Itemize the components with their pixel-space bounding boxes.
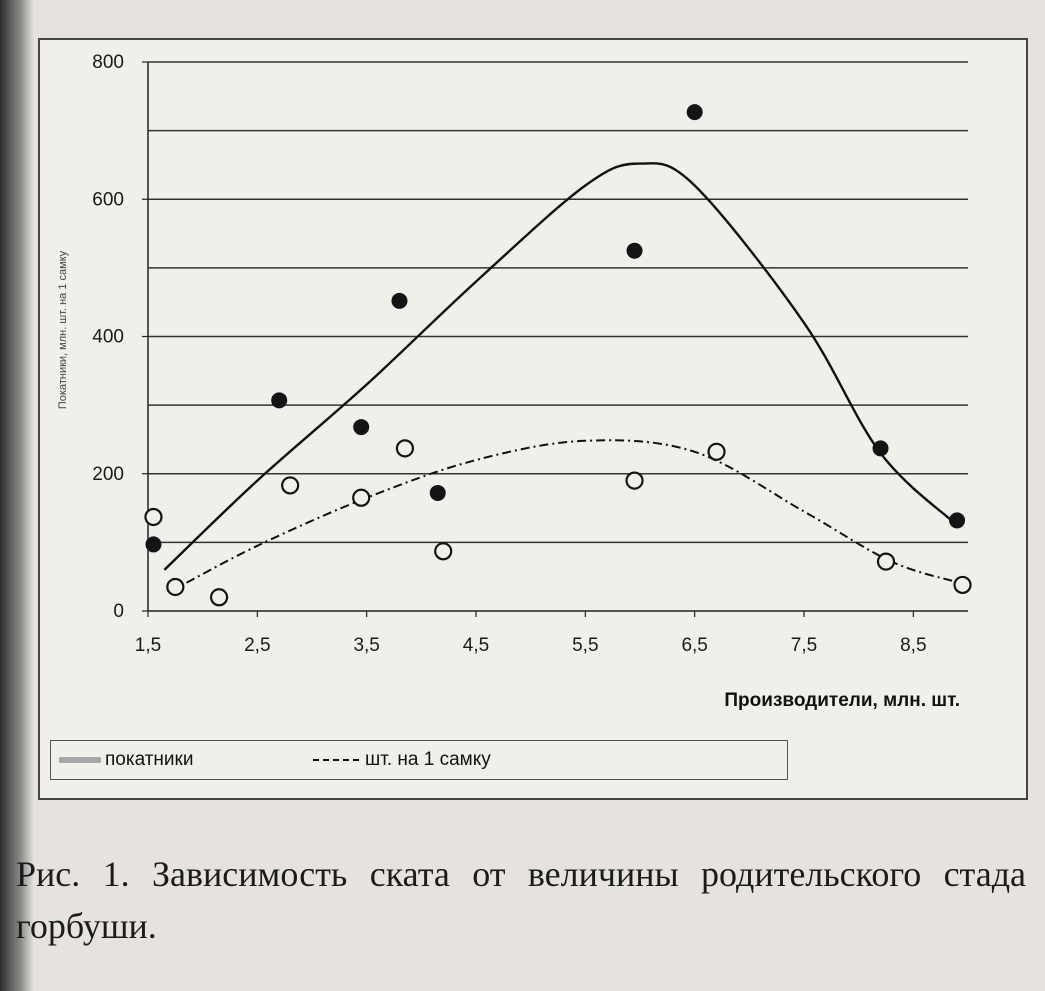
x-tick-label: 3,5	[353, 635, 380, 656]
x-tick-labels	[135, 611, 927, 656]
legend-swatch-dashdot	[313, 759, 359, 761]
open-point	[353, 490, 369, 506]
y-tick-label: 800	[92, 52, 124, 73]
open-point	[397, 440, 413, 456]
trend-lines	[164, 163, 962, 592]
open-point	[145, 509, 161, 525]
legend-item-series1	[59, 749, 193, 771]
open-point	[709, 444, 725, 460]
open-point	[211, 589, 227, 605]
filled-point	[430, 485, 446, 501]
x-tick-label: 5,5	[572, 635, 599, 656]
filled-point	[353, 419, 369, 435]
x-tick-label: 4,5	[462, 635, 490, 656]
grid-lines	[148, 62, 968, 542]
y-tick-label: 400	[92, 326, 124, 348]
y-axis-label: Покатники, млн. шт. на 1 самку	[57, 250, 69, 410]
open-point	[878, 554, 894, 570]
trend-line-series2	[170, 440, 963, 592]
filled-point	[271, 392, 287, 408]
open-point	[955, 577, 971, 593]
legend-swatch-solid	[59, 757, 101, 763]
legend	[50, 740, 788, 780]
open-point	[435, 543, 451, 559]
open-point	[282, 477, 298, 493]
x-tick-label: 6,5	[681, 635, 708, 656]
y-tick-labels	[92, 52, 148, 622]
figure-caption: Рис. 1. Зависимость ската от величины родительского стада горбуши.	[16, 854, 1026, 946]
legend-label-series1: покатники	[105, 749, 194, 770]
y-tick-label: 600	[92, 189, 124, 211]
y-tick-label: 200	[92, 463, 124, 485]
x-tick-label: 7,5	[790, 635, 818, 656]
filled-point	[391, 293, 407, 309]
x-axis-label: Производители, млн. шт.	[724, 690, 960, 711]
x-tick-label: 1,5	[134, 635, 162, 656]
filled-point	[145, 536, 161, 552]
filled-point	[949, 512, 965, 528]
legend-label-series2: шт. на 1 самку	[365, 749, 491, 770]
data-points	[145, 104, 970, 605]
x-tick-label: 2,5	[244, 635, 271, 656]
open-point	[627, 473, 643, 489]
open-point	[167, 579, 183, 595]
filled-point	[873, 440, 889, 456]
filled-point	[687, 104, 703, 120]
y-tick-label: 0	[113, 601, 124, 622]
x-tick-label: 8,5	[900, 635, 927, 656]
trend-line-series1	[164, 163, 957, 570]
filled-point	[627, 243, 643, 259]
legend-item-series2	[313, 749, 491, 771]
